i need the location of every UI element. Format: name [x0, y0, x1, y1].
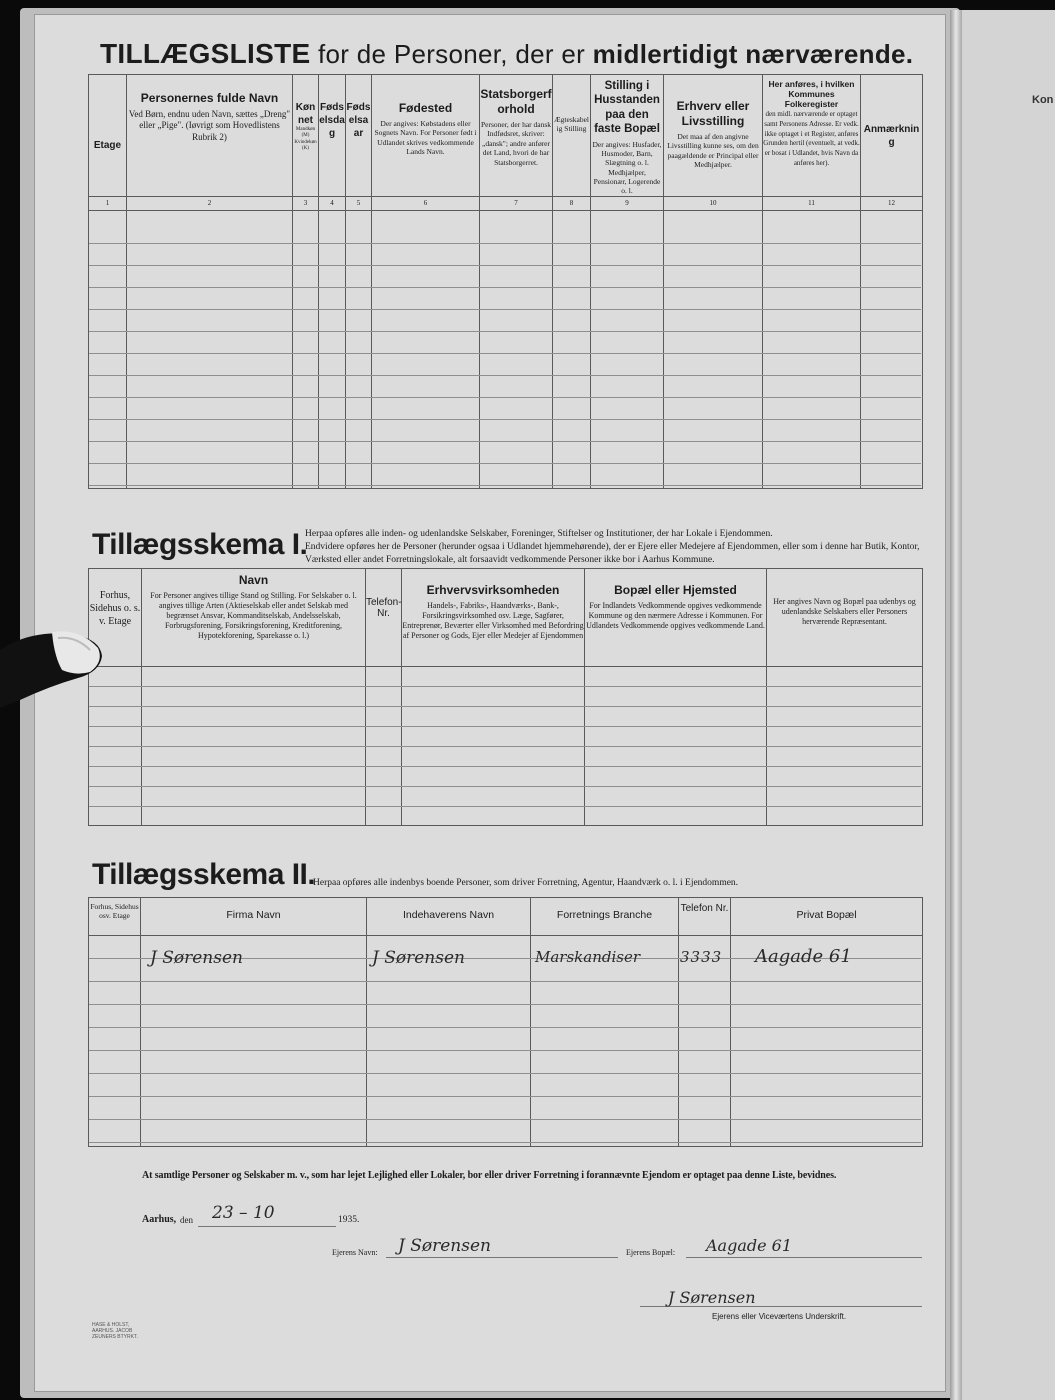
col-number: 9 — [591, 196, 664, 210]
col-birthday-header: Fødselsdag — [319, 75, 346, 197]
marital-cell[interactable] — [553, 210, 591, 488]
ruled-line — [89, 287, 921, 288]
hw-branch: Marskandiser — [535, 948, 641, 966]
skema1-business-header: Erhvervsvirksomheden Handels-, Fabriks-, Haandværks-, Bank-, Forsikringsvirksomhed osv. Læge, Sagfører, Entreprenør, Beværter eller Virksomhed med Befordring af Personer og Gods, Ejer eller Medejer af Ejendommen — [402, 569, 585, 667]
ruled-line — [89, 375, 921, 376]
skema2-table — [88, 897, 923, 1147]
skema2-owner-header: Indehaverens Navn — [367, 898, 531, 936]
skema2-address-cell[interactable] — [731, 936, 923, 1147]
col-number: 10 — [664, 196, 763, 210]
skema2-description: Herpaa opføres alle indenbys boende Personer, som driver Forretning, Agentur, Haandværk o. l. i Ejendommen. — [313, 878, 739, 888]
col-number: 6 — [372, 196, 480, 210]
col-name-header: Personernes fulde Navn Ved Børn, endnu uden Navn, sættes „Dreng" eller „Pige". (Iøvrigt som Hovedlistens Rubrik 2) — [127, 75, 293, 197]
skema1-description-2: Endvidere opføres her de Personer (herunder ogsaa i Udlandet hjemmehørende), der er Ejere eller Medejere af Ejendommen, eller som i denne har Butik, Kontor, Værksted eller andet Forretningslokale, alt forsaavidt vedkommende Personer ikke bor i Aarhus Kommune. — [305, 542, 920, 565]
hw-owner-signature-name: J Sørensen — [398, 1236, 491, 1256]
birthday-cell[interactable] — [319, 210, 346, 488]
col-birthyear-header: Fødselsaar — [346, 75, 372, 197]
year-label: 1935. — [338, 1215, 360, 1225]
ruled-line — [89, 1027, 921, 1028]
ruled-line — [89, 1004, 921, 1005]
ruled-line — [89, 309, 921, 310]
ruled-line — [89, 1142, 921, 1143]
title-main: TILLÆGSLISTE — [100, 38, 311, 69]
place-label: Aarhus, — [142, 1214, 177, 1225]
signature-label: Ejerens eller Viceværtens Underskrift. — [712, 1312, 847, 1321]
register-cell[interactable] — [763, 210, 861, 488]
owner-address-label: Ejerens Bopæl: — [626, 1248, 676, 1257]
hw-date: 23 – 10 — [212, 1203, 275, 1223]
ruled-line — [89, 1073, 921, 1074]
occupation-cell[interactable] — [664, 210, 763, 488]
col-number: 5 — [346, 196, 372, 210]
col-birthplace-header: Fødested Der angives: Købstadens eller Sognets Navn. For Personer født i Udlandet skrives vedkommende Lands Navn. — [372, 75, 480, 197]
etage-cell[interactable] — [89, 210, 127, 488]
ruled-line — [89, 397, 921, 398]
ruled-line — [89, 686, 921, 687]
form-title — [100, 38, 913, 70]
title-mid: for de Personer, der er — [318, 39, 586, 69]
owner-name-label: Ejerens Navn: — [332, 1248, 378, 1257]
col-number: 3 — [293, 196, 319, 210]
col-occupation-header: Erhverv eller Livsstilling Det maa af den angivne Livsstilling kunne ses, om den paagældende er Principal eller Medhjælper. — [664, 75, 763, 197]
ruled-line — [89, 786, 921, 787]
skema1-name-header: Navn For Personer angives tillige Stand og Stilling. For Selskaber o. l. angives tillige Arten (Aktieselskab eller andet Selskab med begrænset Ansvar, Kommanditselskab, Andelsselskab, Forbrugsforening, Forsikringsforening, Kreditforening, Hypotekforening, Sparekasse o. l.) — [142, 569, 366, 667]
col-number: 4 — [319, 196, 346, 210]
skema2-etage-cell[interactable] — [89, 936, 141, 1147]
hw-address: Aagade 61 — [755, 946, 852, 967]
skema1-table — [88, 568, 923, 826]
hw-owner-address: Aagade 61 — [706, 1236, 793, 1255]
remark-cell[interactable] — [861, 210, 923, 488]
col-number: 1 — [89, 196, 127, 210]
ruled-line — [89, 1050, 921, 1051]
ruled-line — [89, 766, 921, 767]
ruled-line — [89, 806, 921, 807]
hw-phone: 3333 — [680, 948, 723, 966]
skema1-residence-header: Bopæl eller Hjemsted For Indlandets Vedkommende opgives vedkommende Kommune og den nærmere Adresse i Kommunen. For Udlandets Vedkommende opgives vedkommende Land. — [585, 569, 767, 667]
col-number: 7 — [480, 196, 553, 210]
col-citizenship-header: Statsborgerforhold Personer, der har dansk Indfødsret, skriver: „dansk"; andre anfører det Land, hvori de har Statsborgerret. — [480, 75, 553, 197]
col-number: 11 — [763, 196, 861, 210]
ruled-line — [89, 981, 921, 982]
hw-signature: J Sørensen — [668, 1288, 756, 1307]
col-marital-header: Ægteskabelig Stilling — [553, 75, 591, 197]
ruled-line — [89, 419, 921, 420]
skema1-title: Tillægsskema I. — [92, 528, 308, 561]
ruled-line — [89, 441, 921, 442]
col-register-header: Her anføres, i hvilken Kommunes Folkeregister den midl. nærværende er optaget samt Personens Adresse. Er vedk. ikke optaget i et Register, anføres Grunden hertil (eventuelt, at vedk. er bosat i Udlandet, hvis Navn da anføres her). — [763, 75, 861, 197]
household-cell[interactable] — [591, 210, 664, 488]
ruled-line — [89, 485, 921, 486]
hw-firm-name: J Sørensen — [150, 948, 243, 968]
ruled-line — [89, 331, 921, 332]
birthplace-cell[interactable] — [372, 210, 480, 488]
skema1-description-1: Herpaa opføres alle inden- og udenlandske Selskaber, Foreninger, Stiftelser og Institutioner, der har Lokale i Ejendommen. — [305, 529, 773, 539]
ruled-line — [89, 265, 921, 266]
facing-page-text: Kon — [1032, 94, 1054, 106]
owner-name-line — [386, 1257, 618, 1258]
ruled-line — [89, 1096, 921, 1097]
name-cell[interactable] — [127, 210, 293, 488]
skema1-phone-header: Telefon-Nr. — [366, 569, 402, 667]
skema2-phone-header: Telefon Nr. — [679, 898, 731, 936]
date-den-label: den — [180, 1215, 193, 1225]
ruled-line — [89, 746, 921, 747]
ruled-line — [89, 353, 921, 354]
ruled-line — [89, 726, 921, 727]
skema2-branch-cell[interactable] — [531, 936, 679, 1147]
ruled-line — [89, 1119, 921, 1120]
skema2-phone-cell[interactable] — [679, 936, 731, 1147]
title-bold: midlertidigt nærværende. — [592, 39, 914, 69]
sex-cell[interactable] — [293, 210, 319, 488]
ruled-line — [89, 463, 921, 464]
date-line — [198, 1226, 336, 1227]
main-table — [88, 74, 923, 489]
col-number: 2 — [127, 196, 293, 210]
col-household-header: Stilling i Husstanden paa den faste Bopæl Der angives: Husfader, Husmoder, Barn, Slægtning o. l. Medhjælper, Pensionær, Logerende o. l. — [591, 75, 664, 197]
thumb-photo-artifact — [0, 620, 110, 710]
col-remark-header: Anmærkning — [861, 75, 923, 197]
owner-address-line — [686, 1257, 922, 1258]
skema2-address-header: Privat Bopæl — [731, 898, 923, 936]
hw-owner-name: J Sørensen — [372, 948, 465, 968]
skema1-etage-header: Forhus, Sidehus o. s. v. Etage — [89, 569, 142, 667]
col-sex-header: Kønnet Mandkøn (M) Kvindekøn (K) — [293, 75, 319, 197]
col-number: 12 — [861, 196, 923, 210]
citizenship-cell[interactable] — [480, 210, 553, 488]
skema1-representative-header: Her angives Navn og Bopæl paa udenbys og udenlandske Selskabers eller Personers herværende Repræsentant. — [767, 569, 923, 667]
attestation-statement: At samtlige Personer og Selskaber m. v., som har lejet Lejlighed eller Lokaler, bor eller driver Forretning i forannævnte Ejendom er optaget paa denne Liste, bevidnes. — [142, 1170, 837, 1181]
printer-imprint: HASE & HOLST, AARHUS. JACOB ZEUNERS BTYRKT. — [92, 1322, 138, 1340]
book-spine — [950, 10, 962, 1400]
skema2-branch-header: Forretnings Branche — [531, 898, 679, 936]
facing-page — [962, 10, 1055, 1400]
skema2-title: Tillægsskema II. — [92, 858, 316, 891]
col-number: 8 — [553, 196, 591, 210]
skema2-firm-header: Firma Navn — [141, 898, 367, 936]
ruled-line — [89, 706, 921, 707]
ruled-line — [89, 243, 921, 244]
col-etage-header: Etage — [89, 75, 127, 197]
birthyear-cell[interactable] — [346, 210, 372, 488]
skema2-etage-header: Forhus, Sidehus osv. Etage — [89, 898, 141, 936]
